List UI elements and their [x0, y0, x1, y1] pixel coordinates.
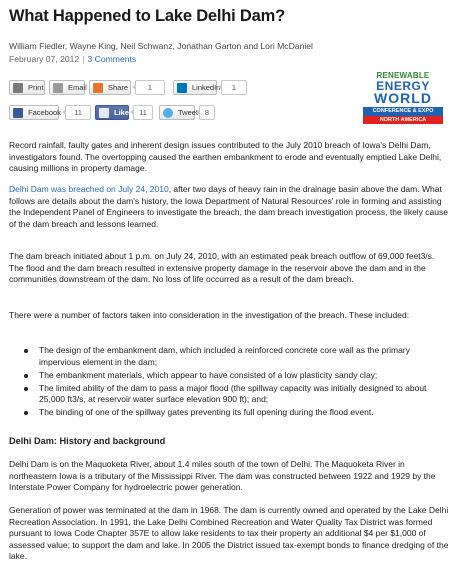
- print-button[interactable]: [9, 80, 45, 95]
- list-item: The design of the embankment dam, which included a reinforced concrete core wall as the primary impervious element in the dam;: [23, 345, 441, 368]
- list-item: The embankment materials, which appear to have consisted of a low plasticity sandy clay;: [23, 370, 441, 382]
- facebook-icon: [13, 108, 23, 118]
- paragraph-breach-overview: [9, 184, 449, 230]
- paragraph-breach-details: The dam breach initiated about 1 p.m. on July 24, 2010, with an estimated peak breach outflow of 69,000 feet3/s. The flood and the dam breach resulted in extensive property damage in the reservoir above the dam and in the communities downstream of the dam. No loss of life occurred as a result of the dam breach.: [9, 251, 435, 284]
- thumbs-up-icon: [99, 108, 109, 118]
- article-date: February 07, 2012: [9, 54, 80, 64]
- comments-link[interactable]: 3 Comments: [87, 54, 137, 64]
- print-label: Print: [28, 83, 44, 92]
- share-button[interactable]: [89, 80, 131, 95]
- ad-line-energy: ENERGY: [376, 79, 430, 93]
- tweet-label: Tweet: [178, 108, 199, 117]
- tweet-count: 8: [199, 105, 215, 120]
- email-button[interactable]: [49, 80, 85, 95]
- twitter-bird-icon: [163, 108, 173, 118]
- list-item: The limited ability of the dam to pass a major flood (the spillway capacity was initially designed to about 25,000 ft3/s, at reservoir water surface elevation 900 ft); and;: [23, 383, 441, 406]
- printer-icon: [13, 83, 23, 93]
- section-heading-history: Delhi Dam: History and background: [9, 436, 166, 446]
- facebook-count: 11: [65, 105, 91, 120]
- ad-line-renewable: RENEWABLE: [376, 71, 430, 80]
- linkedin-icon: [177, 83, 187, 93]
- like-count: 11: [133, 105, 153, 120]
- article-meta: [9, 54, 136, 64]
- paragraph-ownership: Generation of power was terminated at the dam in 1968. The dam is currently owned and operated by the Lake Delhi Recreation Association. In 1991, the Lake Delhi Combined Recreation and Water Quality Tax District was formed pursuant to Iowa Code Chapter 357E to allow lake residents to tax their property an additional $4 per $1,000 of assessed value; to support the dam and lake. In 2005 the District issued tax-exempt bonds to finance dredging of the lake.: [9, 505, 449, 561]
- factors-list: [23, 345, 441, 420]
- like-button[interactable]: [95, 105, 129, 120]
- delhi-dam-breach-link[interactable]: Delhi Dam was breached on July 24, 2010: [9, 184, 169, 194]
- ad-line-region: NORTH AMERICA: [363, 116, 443, 124]
- envelope-icon: [53, 83, 63, 93]
- share-plus-icon: [93, 83, 103, 93]
- ad-line-conference: CONFERENCE & EXPO: [363, 107, 443, 116]
- paragraph-factors-intro: There were a number of factors taken into consideration in the investigation of the breach. These included:: [9, 310, 410, 320]
- list-item: The binding of one of the spillway gates preventing its full opening during the flood event.: [23, 407, 441, 419]
- paragraph-breach-overview-text: , after two days of heavy rain in the drainage basin above the dam. What follows are details about the dam's history, the Iowa Department of Natural Resources' role in forming and assisting the Independent Panel of Engineers to investigate the breach, the dam breach investigation process, the likely cause of the dam breach and lessons learned.: [9, 184, 448, 229]
- share-count: 1: [135, 80, 165, 95]
- linkedin-label: LinkedIn: [192, 83, 221, 92]
- facebook-button[interactable]: [9, 105, 59, 120]
- ad-line-world: WORLD: [374, 90, 432, 106]
- linkedin-button[interactable]: [173, 80, 221, 95]
- renewable-energy-world-ad[interactable]: [357, 69, 449, 123]
- like-label: Like: [114, 108, 130, 117]
- tweet-button[interactable]: [159, 105, 199, 120]
- article-title: What Happened to Lake Delhi Dam?: [9, 7, 285, 25]
- paragraph-history: Delhi Dam is on the Maquoketa River, about 1.4 miles south of the town of Delhi. The Maquoketa River in northeastern Iowa is a tributary of the Mississippi River. The dam was constructed between 1922 and 1929 by the Interstate Power Company for hydroelectric power generation.: [9, 459, 436, 492]
- email-label: Email: [68, 83, 87, 92]
- paragraph-intro: Record rainfall, faulty gates and inherent design issues contributed to the July 2010 breach of Iowa's Delhi Dam, investigators found. The overtopping caused the earthen embankment to erode and eventually emptied Lake Delhi, causing millions in property damage.: [9, 140, 442, 173]
- meta-separator: |: [82, 54, 85, 64]
- facebook-label: Facebook: [28, 108, 61, 117]
- share-label: Share: [108, 83, 129, 92]
- linkedin-count: 1: [221, 80, 247, 95]
- article-authors: William Fiedler, Wayne King, Neil Schwanz, Jonathan Garton and Lori McDaniel: [9, 41, 313, 51]
